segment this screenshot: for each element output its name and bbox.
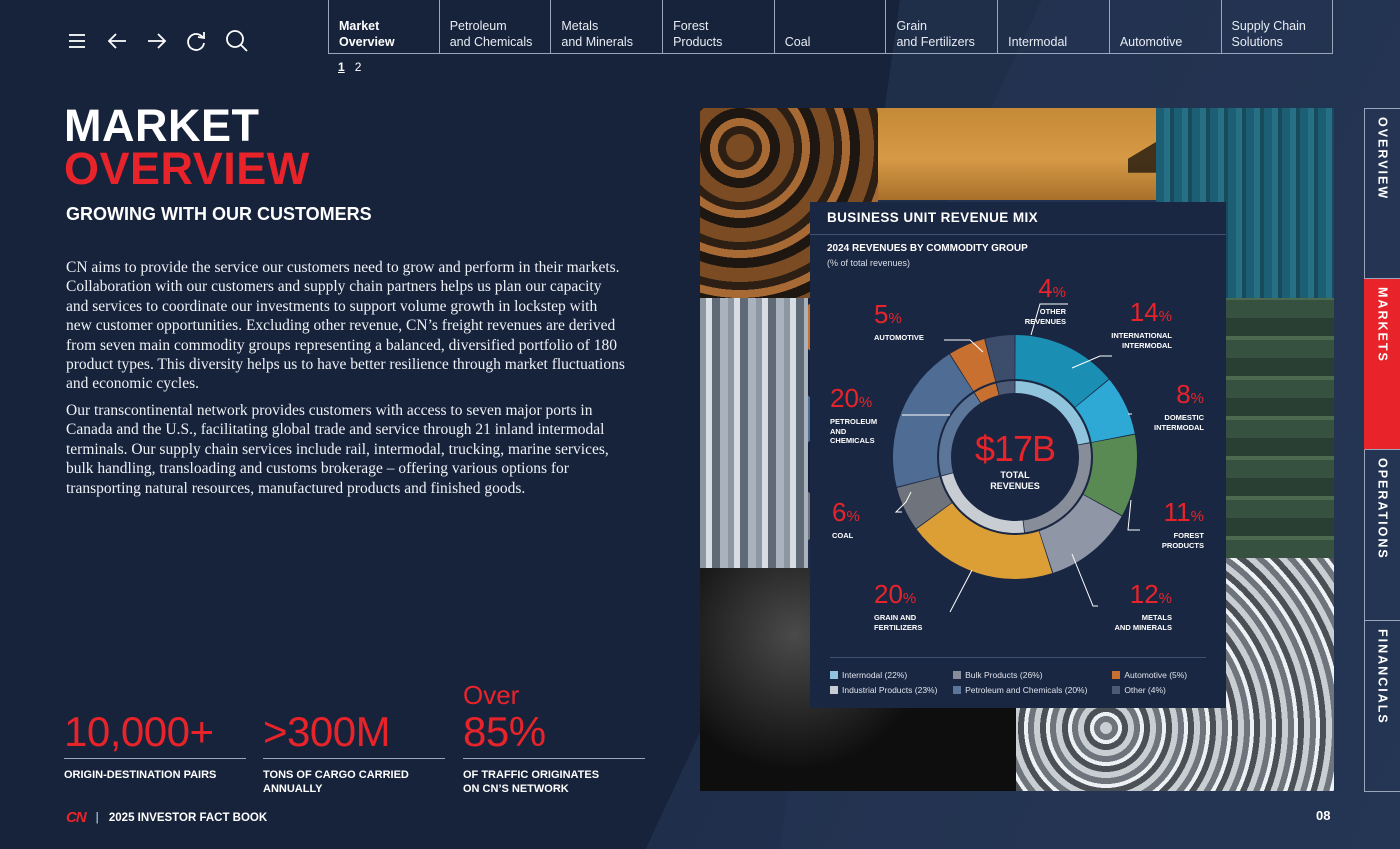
panel-subtitle: 2024 REVENUES BY COMMODITY GROUP: [827, 243, 1028, 254]
category-international-intermodal: [1060, 298, 1172, 350]
category-value: 8%: [1176, 379, 1204, 409]
category-label: AUTOMOTIVE: [874, 333, 924, 342]
category-label: DOMESTIC INTERMODAL: [1154, 413, 1204, 432]
footer-separator: |: [95, 811, 99, 824]
stat-label: ORIGIN-DESTINATION PAIRS: [64, 769, 217, 781]
footer: [66, 809, 267, 826]
stat-tons-cargo: [263, 680, 445, 796]
tab-petroleum-chemicals[interactable]: Petroleum and Chemicals: [440, 0, 552, 54]
category-petroleum-chemicals: [830, 384, 877, 446]
category-metals-minerals: [1072, 580, 1172, 632]
tab-intermodal[interactable]: Intermodal: [998, 0, 1110, 54]
refresh-icon[interactable]: [184, 28, 210, 54]
category-label: PETROLEUM AND CHEMICALS: [830, 417, 878, 445]
category-value: 14%: [1129, 297, 1172, 327]
body-paragraph-2: Our transcontinental network provides customers with access to seven major ports in Canada and the U.S., facilitating global trade and service through 21 inland intermodal terminals. Our supply chain services include rail, intermodal, trucking, marine services, bulk handling, transloading and customs brokerage – offering various options for transporting natural resources, manufactured products and finished goods.: [66, 402, 609, 497]
legend-label: Automotive (5%): [1124, 669, 1188, 680]
panel-title: BUSINESS UNIT REVENUE MIX: [827, 210, 1039, 225]
legend-item: [1112, 670, 1210, 680]
category-number: 20: [830, 383, 859, 413]
tab-market-overview[interactable]: Market Overview: [328, 0, 440, 54]
category-other-revenues: [996, 274, 1066, 326]
stat-value: 10,000+: [64, 710, 246, 759]
legend-divider: [830, 657, 1206, 658]
category-automotive: [874, 300, 924, 343]
legend-row: [830, 667, 1210, 682]
stat-origin-destination: [64, 680, 246, 782]
side-tab-label: MARKETS: [1375, 287, 1390, 363]
pager-page-1[interactable]: 1: [338, 60, 345, 74]
legend-swatch: [1112, 671, 1120, 679]
page-pager: [338, 60, 361, 74]
stat-label: TONS OF CARGO CARRIED ANNUALLY: [263, 769, 409, 795]
pager-page-2[interactable]: 2: [354, 60, 362, 74]
category-number: 4: [1038, 273, 1053, 303]
page-title-line1: MARKET: [64, 100, 260, 151]
side-tab-label: OPERATIONS: [1375, 458, 1390, 560]
tab-grain-fertilizers[interactable]: Grain and Fertilizers: [886, 0, 998, 54]
legend-row: [830, 682, 1210, 697]
stat-prefix: [263, 680, 445, 710]
tab-supply-chain-solutions[interactable]: Supply Chain Solutions: [1222, 0, 1334, 54]
category-label: COAL: [832, 531, 854, 540]
side-tab-markets[interactable]: [1364, 279, 1400, 450]
category-number: 5: [874, 299, 889, 329]
page-number: 08: [1316, 808, 1331, 823]
category-label: METALS AND MINERALS: [1114, 613, 1172, 632]
leader-line: [950, 570, 972, 612]
legend-swatch: [953, 686, 961, 694]
legend-label: Other (4%): [1124, 684, 1166, 695]
category-domestic-intermodal: [1110, 380, 1204, 432]
category-value: 6%: [832, 497, 860, 527]
category-number: 14: [1129, 297, 1159, 327]
pipes-photo: [700, 298, 808, 568]
side-tab-operations[interactable]: [1364, 450, 1400, 621]
harvest-photo: [878, 108, 1156, 200]
toolbar: [64, 28, 250, 54]
side-tab-financials[interactable]: [1364, 621, 1400, 792]
tab-metals-minerals[interactable]: Metals and Minerals: [551, 0, 663, 54]
stat-prefix: [64, 680, 246, 710]
legend-item: [1112, 685, 1210, 695]
side-tab-label: OVERVIEW: [1375, 117, 1390, 201]
total-revenue-value: $17B: [974, 428, 1056, 469]
inner-ring-segment: [997, 381, 1015, 395]
page-subtitle: GROWING WITH OUR CUSTOMERS: [66, 204, 372, 224]
chart-legend: [830, 667, 1210, 697]
category-label: INTERNATIONAL INTERMODAL: [1111, 331, 1172, 350]
footer-title: 2025 INVESTOR FACT BOOK: [108, 811, 268, 824]
lumber-photo: [1226, 298, 1334, 558]
legend-swatch: [830, 671, 838, 679]
category-label: OTHER REVENUES: [1024, 307, 1066, 326]
stat-value: >300M: [263, 710, 445, 759]
panel-note: (% of total revenues): [827, 258, 911, 268]
legend-swatch: [1112, 686, 1120, 694]
stat-prefix: Over: [463, 680, 520, 710]
category-number: 20: [874, 579, 903, 609]
tab-forest-products[interactable]: Forest Products: [663, 0, 775, 54]
body-paragraph-1: CN aims to provide the service our customers need to grow and perform in their markets. Collaboration with our customers and supply chain partners helps us plan our capacity and services to coordinate our investments to support volume growth in lockstep with new customer opportunities. Excluding other revenue, CN’s freight revenues are derived from seven main commodity groups representing a balanced, diversified portfolio of 180 product types. This diversity helps us to have better resilience through market fluctuations and economic cycles.: [66, 259, 625, 393]
category-forest-products: [1110, 498, 1204, 550]
legend-item: [953, 670, 1112, 680]
category-value: 11%: [1163, 497, 1204, 527]
category-number: 6: [832, 497, 847, 527]
side-nav: [1364, 108, 1400, 792]
category-label: FOREST PRODUCTS: [1161, 531, 1204, 550]
legend-item: [830, 685, 953, 695]
stat-value: 85%: [463, 710, 645, 759]
category-number: 8: [1176, 379, 1191, 409]
stat-label: OF TRAFFIC ORIGINATES ON CN’S NETWORK: [463, 769, 600, 795]
side-tab-overview[interactable]: [1364, 108, 1400, 279]
legend-label: Industrial Products (23%): [842, 684, 938, 695]
legend-swatch: [953, 671, 961, 679]
category-value: 20%: [830, 383, 873, 413]
legend-swatch: [830, 686, 838, 694]
category-coal: [832, 498, 860, 541]
total-revenue-label: TOTAL REVENUES: [990, 470, 1040, 491]
menu-icon[interactable]: [64, 28, 90, 54]
legend-item: [953, 685, 1112, 695]
page-title-line2: OVERVIEW: [64, 143, 310, 194]
legend-item: [830, 670, 953, 680]
side-tab-label: FINANCIALS: [1375, 629, 1390, 725]
revenue-mix-panel: [810, 202, 1226, 708]
category-value: 12%: [1129, 579, 1172, 609]
back-arrow-icon[interactable]: [104, 28, 130, 54]
tab-automotive[interactable]: Automotive: [1110, 0, 1222, 54]
category-value: 20%: [874, 579, 917, 609]
legend-label: Petroleum and Chemicals (20%): [965, 684, 1088, 695]
category-grain-fertilizers: [874, 580, 922, 632]
category-value: 4%: [1038, 273, 1066, 303]
category-label: GRAIN AND FERTILIZERS: [874, 613, 923, 632]
stat-traffic-originates: [463, 680, 645, 796]
legend-label: Intermodal (22%): [842, 669, 908, 680]
search-icon[interactable]: [224, 28, 250, 54]
category-number: 11: [1163, 497, 1191, 527]
tab-coal[interactable]: Coal: [775, 0, 887, 54]
forward-arrow-icon[interactable]: [144, 28, 170, 54]
cn-logo[interactable]: CN: [66, 809, 86, 826]
section-tabs: [328, 0, 1333, 54]
legend-label: Bulk Products (26%): [965, 669, 1043, 680]
category-value: 5%: [874, 299, 902, 329]
category-number: 12: [1129, 579, 1159, 609]
